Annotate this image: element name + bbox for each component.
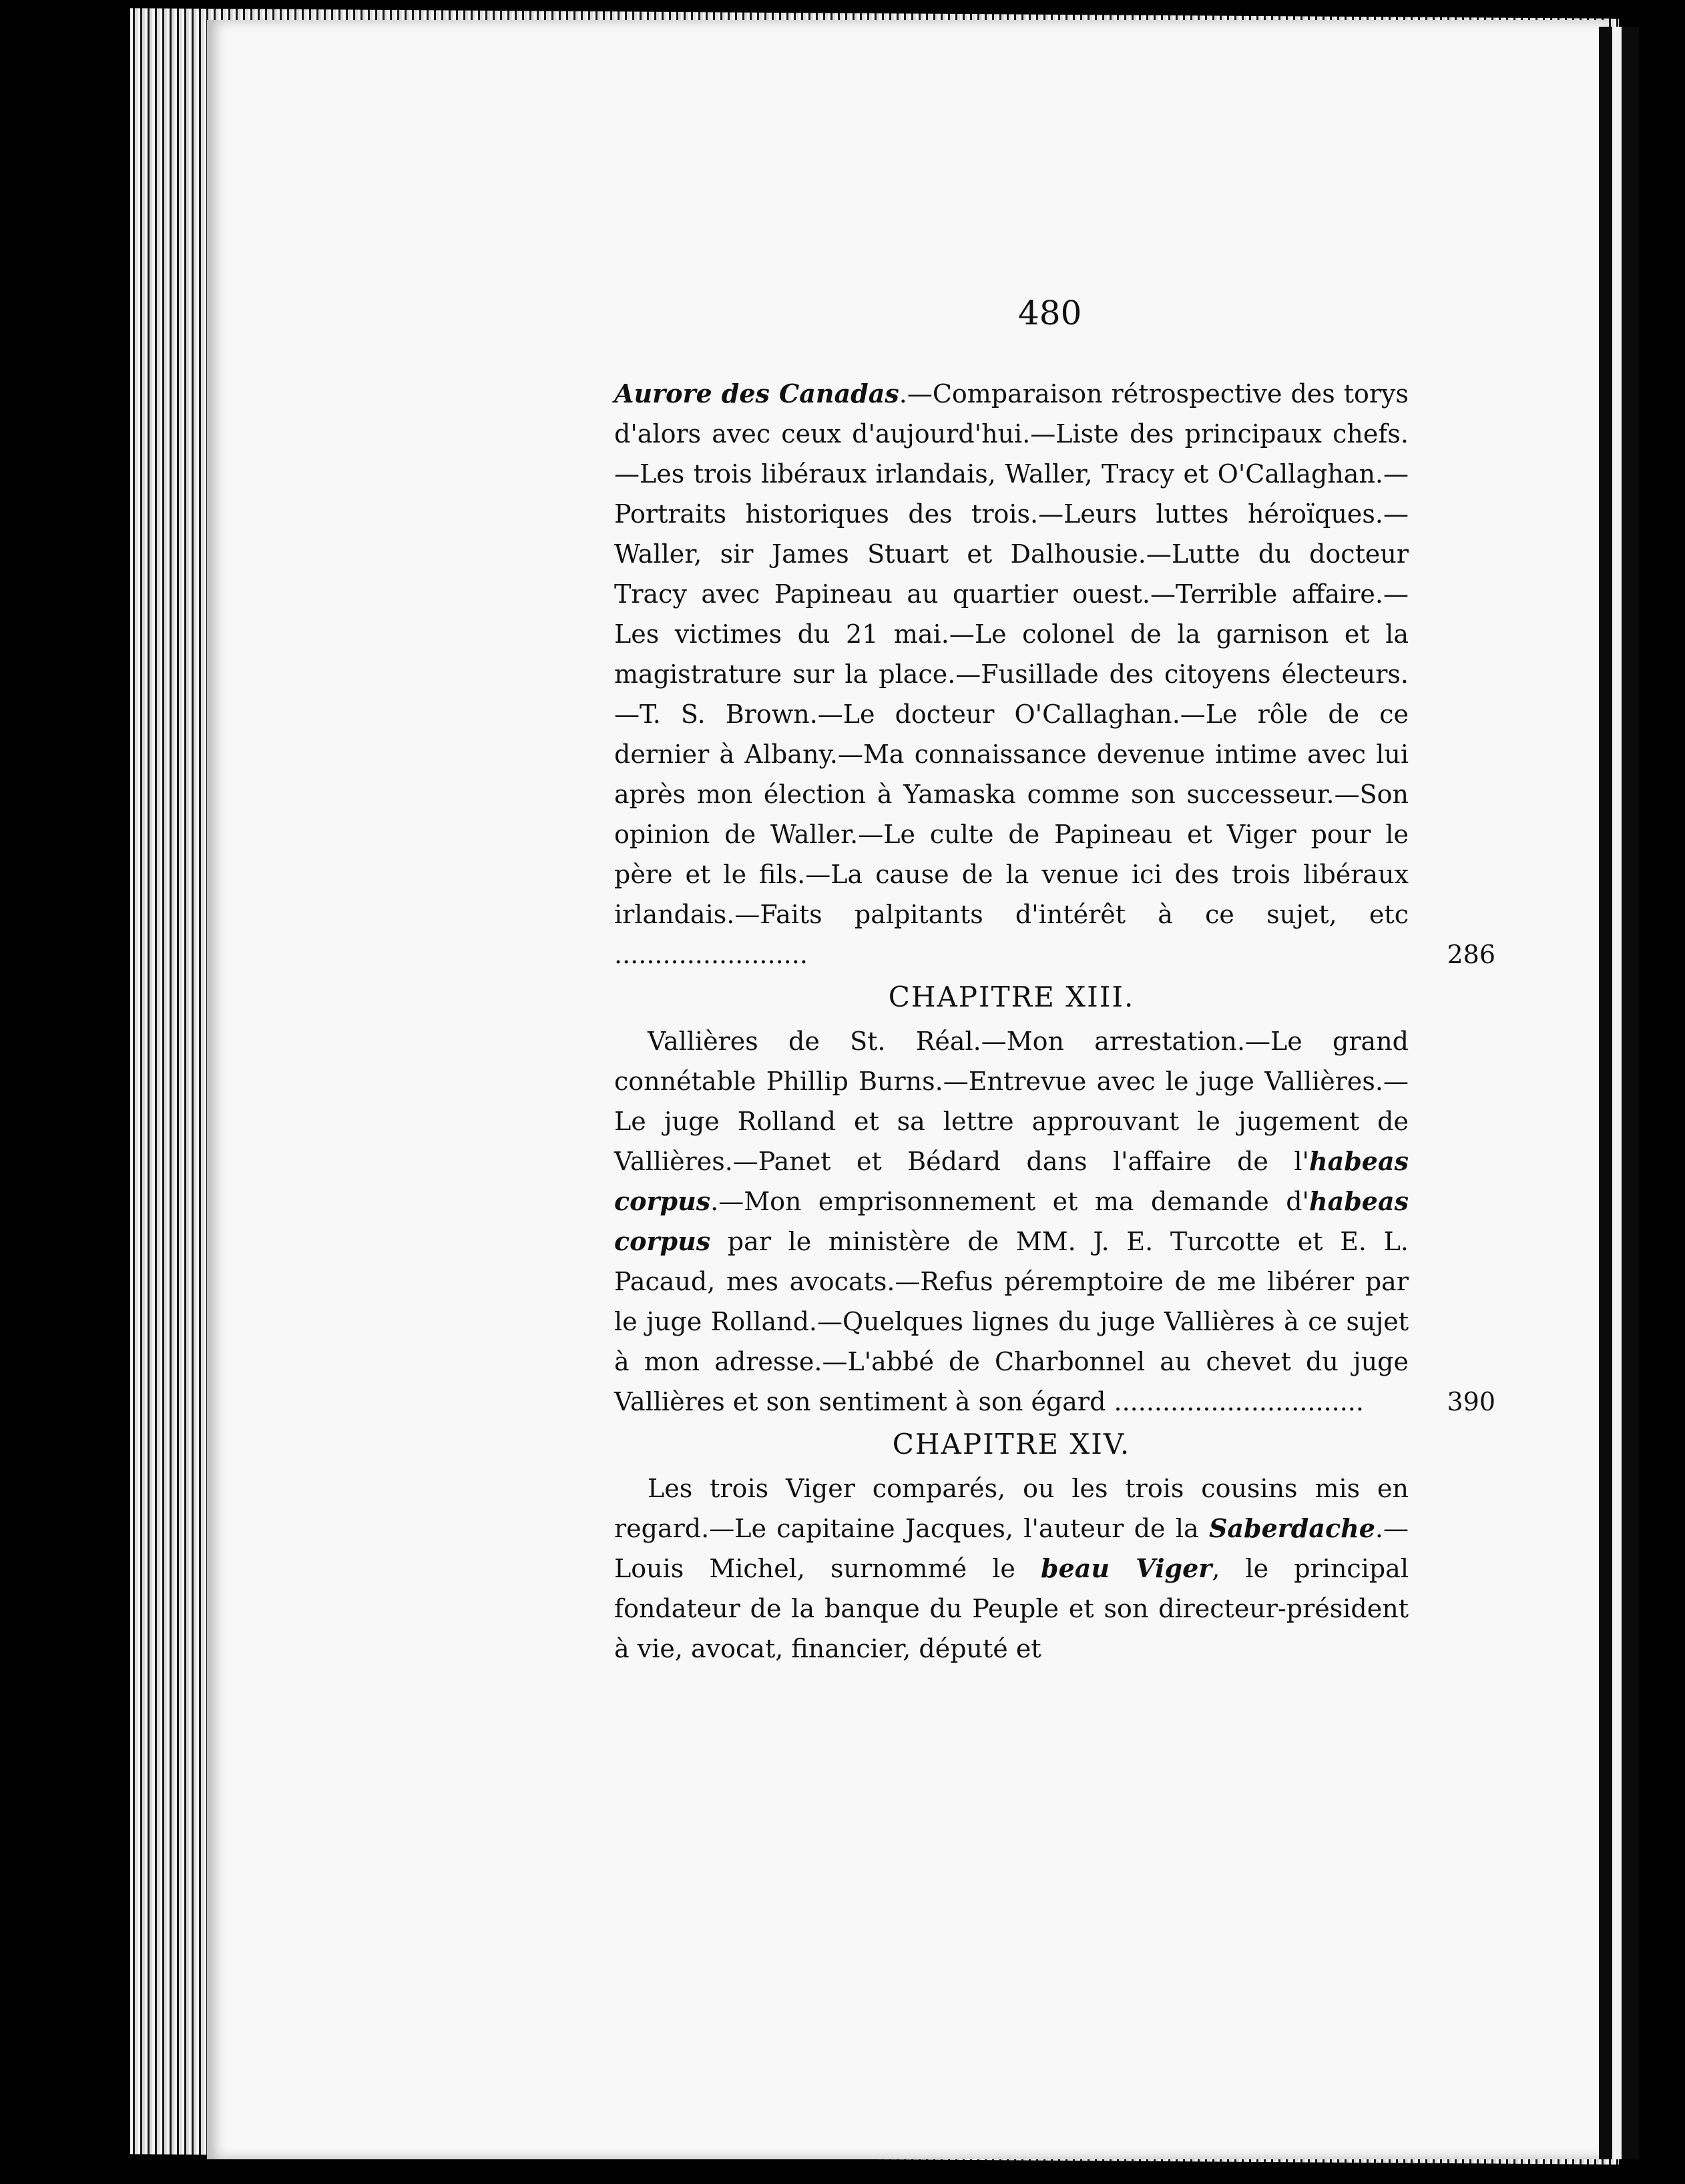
summary-text: .—Louis Michel, surnommé le — [614, 1514, 1409, 1583]
chapter-xiii-summary — [614, 1021, 1495, 1422]
page-number: 480 — [1018, 294, 1082, 332]
chapter-heading-xiii: CHAPITRE XIII. — [888, 981, 1135, 1013]
summary-text: .—Comparaison rétrospective des torys d'alors avec ceux d'aujourd'hui.—Liste des principaux chefs.—Les trois libéraux irlandais, Waller, Tracy et O'Callaghan.—Portraits historiques des trois.—Leurs luttes héroïques.—Waller, sir James Stuart et Dalhousie.—Lutte du docteur Tracy avec Papineau au quartier ouest.—Terrible affaire.—Les victimes du 21 mai.—Le colonel de la garnison et la magistrature sur la place.—Fusillade des citoyens électeurs.—T. S. Brown.—Le docteur O'Callaghan.—Le rôle de ce dernier à Albany.—Ma connaissance devenue intime avec lui après mon élection à Yamaska comme son successeur.—Son opinion de Waller.—Le culte de Papineau et Viger pour le père et le fils.—La cause de la venue ici des trois libéraux irlandais.—Faits palpitants d'intérêt à ce sujet, etc ........................ — [614, 379, 1409, 969]
chapter-xii-summary — [614, 374, 1495, 975]
italic-term: Saberdache — [1208, 1513, 1375, 1543]
summary-text: par le ministère de MM. J. E. Turcotte et E. L. Pacaud, mes avocats.—Refus péremptoire de me libérer par le juge Rolland.—Quelques lignes du juge Vallières à ce sujet à mon adresse.—L'abbé de Charbonnel au chevet du juge Vallières et son sentiment à son égard ............................... — [614, 1227, 1409, 1416]
chapter-xiv-summary — [614, 1468, 1409, 1669]
summary-text: , le principal fondateur de la banque du Peuple et son directeur-président à vie, avocat, financier, député et — [614, 1554, 1409, 1663]
summary-text: Les trois Viger comparés, ou les trois cousins mis en regard.—Le capitaine Jacques, l'auteur de la — [614, 1474, 1409, 1543]
summary-text: Vallières de St. Réal.—Mon arrestation.—Le grand connétable Phillip Burns.—Entrevue avec le juge Vallières.—Le juge Rolland et sa lettre approuvant le jugement de Vallières.—Panet et Bédard dans l'affaire de l' — [614, 1027, 1409, 1176]
page-reference: 286 — [1447, 940, 1495, 969]
chapter-heading-xiv: CHAPITRE XIV. — [892, 1428, 1131, 1460]
italic-term: habeas corpus — [614, 1146, 1409, 1216]
page-reference: 390 — [1447, 1387, 1495, 1416]
italic-term: beau Viger — [1041, 1553, 1212, 1583]
italic-title: Aurore des Canadas — [614, 378, 899, 408]
italic-term: habeas corpus — [614, 1186, 1409, 1256]
summary-text: .—Mon emprisonnement et ma demande d' — [710, 1187, 1309, 1216]
table-of-contents-text — [614, 374, 1495, 1669]
book-right-edge — [1599, 27, 1639, 2159]
